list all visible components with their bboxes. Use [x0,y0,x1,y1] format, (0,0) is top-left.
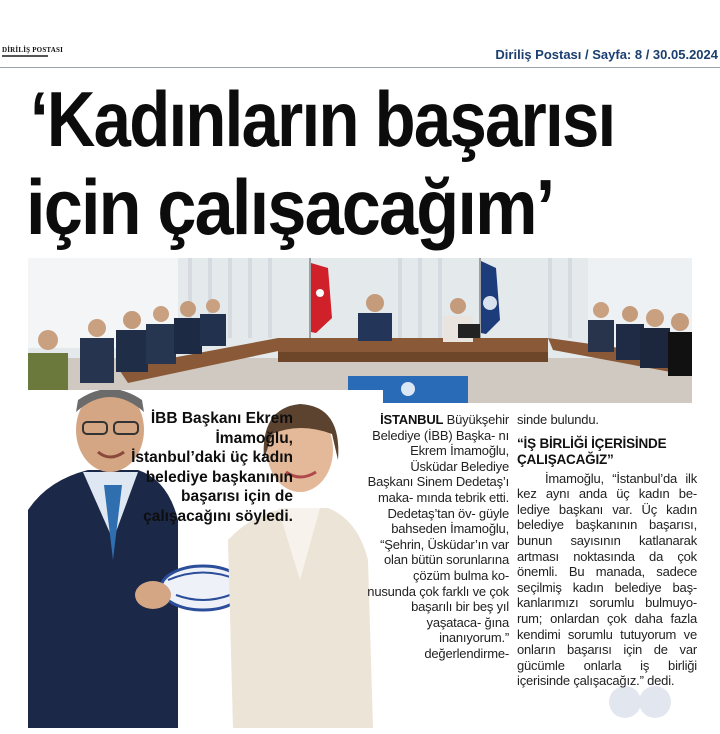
headline-line-1: ‘Kadınların başarısı [30,75,615,163]
article-column-2 [517,412,697,689]
column1-paragraph-2: Dedetaş’tan öv- güyle bahseden İmamoğlu, “Şehrin, Üsküdar’ın var olan bütün sorunlarına çözüm bulma ko- nusunda çok farklı ve çok başarılı bir beş yıl yaşataca- ğına inanıyorum.” değerlendirme- [367,505,509,661]
newspaper-logo [2,46,64,60]
header-divider [0,67,720,68]
watermark-graphic [585,680,695,720]
column1-paragraph-1 [365,412,509,506]
article-column-1 [365,412,509,662]
source-line: Diriliş Postası / Sayfa: 8 / 30.05.2024 [495,47,718,62]
photo-caption: İBB Başkanı Ekrem İmamoğlu, İstanbul’daki üç kadın belediye başkanının başarısı için de çalışacağını söyledi. [131,410,293,525]
meeting-photo-illustration [28,258,692,403]
headline-line-2: için çalışacağım’ [26,163,554,251]
dateline: İSTANBUL [380,412,444,427]
logo-underline [2,55,48,57]
meeting-photo [28,258,692,403]
logo-text: DİRİLİŞ POSTASI [2,46,64,54]
column1-text-1: Büyükşehir Belediye (İBB) Başka- nı Ekrem İmamoğlu, Üsküdar Belediye Başkanı Sinem Dedetaş’ı maka- mında tebrik etti. [367,412,509,505]
subheading: “İŞ BİRLİĞİ İÇERİSİNDE ÇALIŞACAĞIZ” [517,435,667,467]
column2-continuation: sinde bulundu. [517,412,599,427]
column2-paragraph-1: İmamoğlu, “İstanbul’da ilk kez aynı anda üç kadın be- lediye başkanı var. Üç kadın belediye başkanının başarısı, bunun sayısının katlanarak artması noktasında da çok önemli. Bu manada, sadece seçilmiş kadın belediye baş- kanlarımızı sorumlu bulmuyo- rum; onlardan çok daha fazla kendimi sorumlu tutuyorum ve onların başarısı için de var gücümle onlarla iş birliği içerisinde çalışacağız.” dedi. [517,470,697,689]
